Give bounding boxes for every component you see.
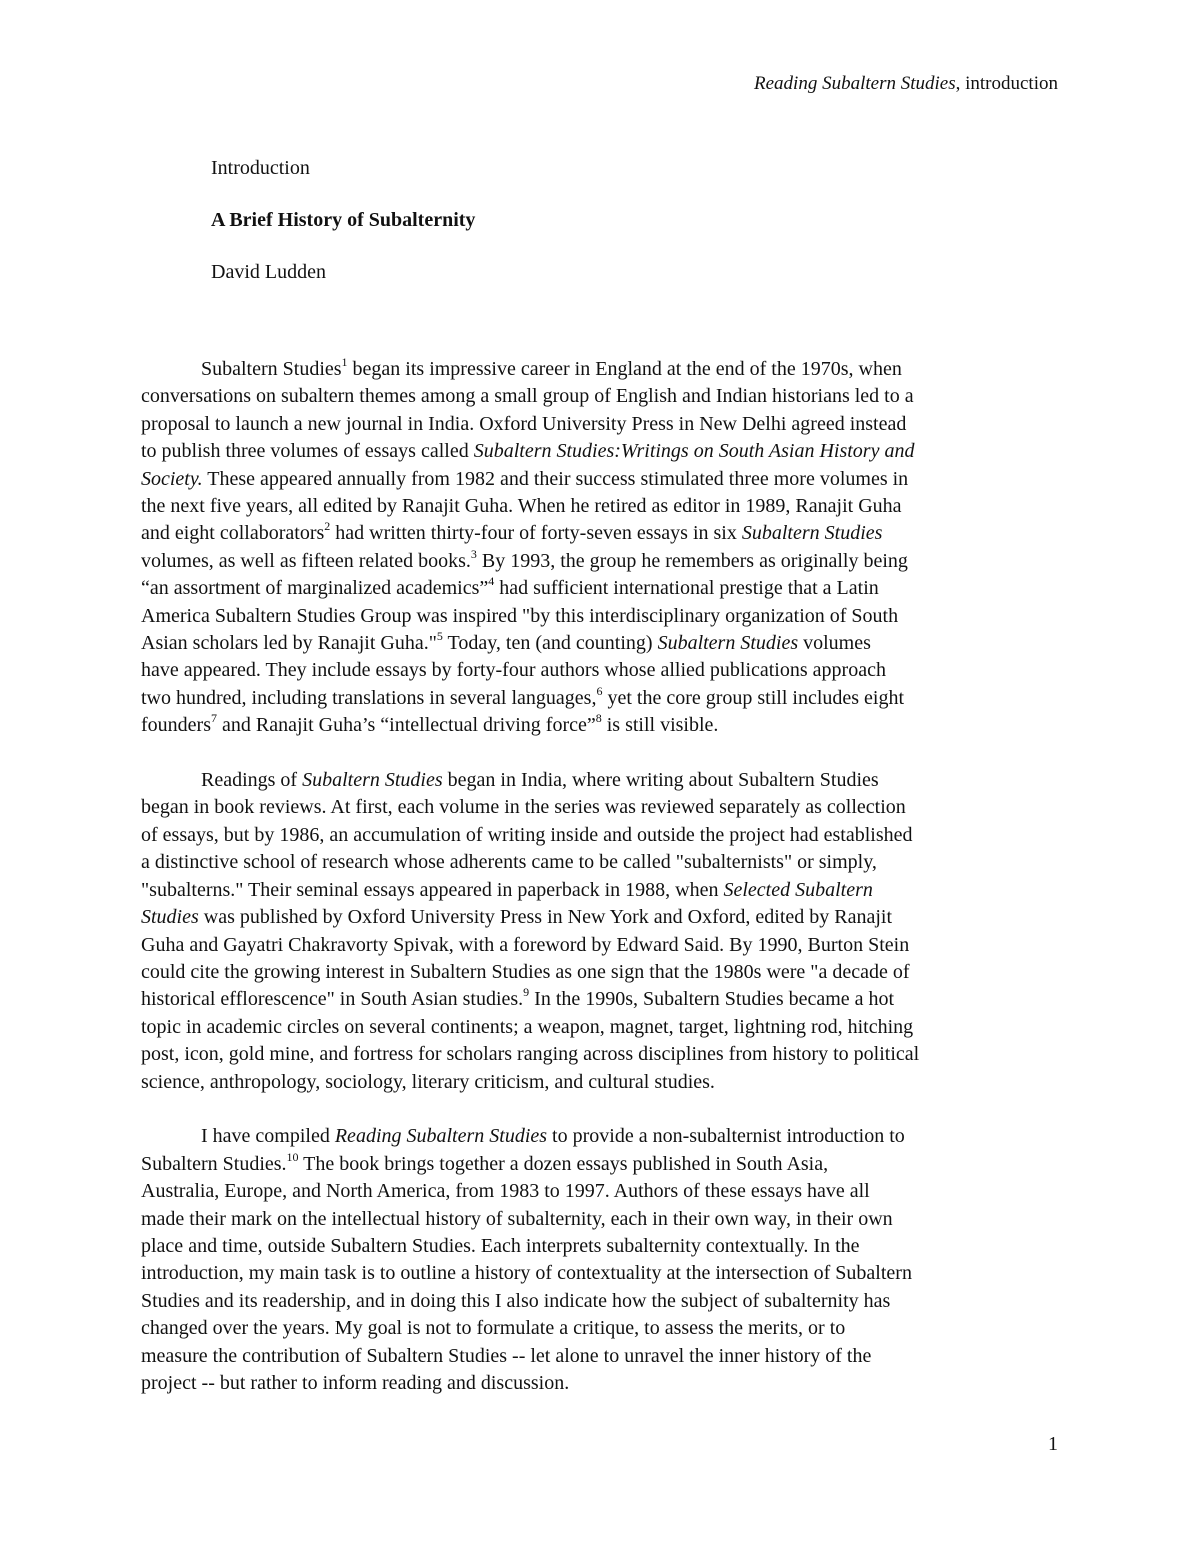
text-run: These appeared annually from 1982 and their success stimulated three more volumes in <box>202 467 909 490</box>
footnote-ref: 4 <box>488 574 495 589</box>
footnote-ref: 7 <box>210 711 217 726</box>
text-line <box>141 657 1059 684</box>
text-run: of essays, but by 1986, an accumulation of writing inside and outside the project had established <box>141 823 913 846</box>
footnote-ref: 10 <box>286 1149 299 1164</box>
text-line <box>141 1260 1059 1287</box>
text-line <box>141 1123 1059 1150</box>
text-run: The book brings together a dozen essays published in South Asia, <box>298 1152 829 1175</box>
text-line <box>141 520 1059 547</box>
paragraph-gap <box>141 740 1059 767</box>
text-line <box>141 794 1059 821</box>
text-run: to provide a non-subalternist introduction to <box>547 1125 905 1148</box>
text-line <box>141 1370 1059 1397</box>
running-head-title: Reading Subaltern Studies <box>754 73 956 94</box>
text-line <box>141 1069 1059 1096</box>
footnote-ref: 8 <box>595 711 602 726</box>
text-run: "subalterns." Their seminal essays appeared in paperback in 1988, when <box>141 878 724 901</box>
text-line <box>141 1206 1059 1233</box>
text-run: project -- but rather to inform reading and discussion. <box>141 1372 570 1394</box>
text-run: historical efflorescence" in South Asian studies. <box>141 988 524 1011</box>
text-line <box>141 986 1059 1013</box>
italic-text: Society. <box>141 467 203 490</box>
footnote-ref: 1 <box>341 355 348 369</box>
text-line <box>141 356 1059 383</box>
text-run: post, icon, gold mine, and fortress for scholars ranging across disciplines from history to political <box>141 1043 920 1066</box>
text-line <box>141 548 1059 575</box>
footnote-ref: 9 <box>523 985 530 1000</box>
italic-text: Subaltern Studies <box>741 522 883 545</box>
italic-text: Reading Subaltern Studies <box>334 1125 548 1148</box>
text-run: “an assortment of marginalized academics” <box>141 577 489 600</box>
text-run: By 1993, the group he remembers as originally being <box>476 549 908 572</box>
text-run: Subaltern Studies. <box>141 1152 287 1175</box>
text-line <box>141 849 1059 876</box>
text-run: Australia, Europe, and North America, from 1983 to 1997. Authors of these essays have all <box>141 1180 870 1203</box>
paragraph-gap <box>141 1096 1059 1123</box>
text-line <box>141 603 1059 630</box>
chapter-title: A Brief History of Subalternity <box>211 209 476 231</box>
text-line <box>141 712 1059 739</box>
text-run: Guha and Gayatri Chakravorty Spivak, with a foreword by Edward Said. By 1990, Burton Stein <box>141 933 910 956</box>
text-run: Readings of <box>141 769 303 792</box>
text-run: Subaltern Studies <box>141 358 342 380</box>
text-run: topic in academic circles on several continents; a weapon, magnet, target, lightning rod, hitching <box>141 1015 914 1038</box>
running-head-suffix: , introduction <box>955 73 1058 94</box>
text-run: is still visible. <box>601 714 719 737</box>
text-line <box>141 575 1059 602</box>
text-line <box>141 411 1059 438</box>
text-run: to publish three volumes of essays called <box>141 440 474 463</box>
text-run: volumes <box>798 632 871 655</box>
page-number: 1 <box>1048 1433 1058 1455</box>
text-line <box>141 904 1059 931</box>
text-line <box>141 1041 1059 1068</box>
text-run: could cite the growing interest in Subaltern Studies as one sign that the 1980s were "a decade of <box>141 960 910 983</box>
text-run: had sufficient international prestige that a Latin <box>494 577 879 600</box>
text-line <box>141 877 1059 904</box>
text-run: have appeared. They include essays by forty-four authors whose allied publications approach <box>141 659 886 682</box>
text-line <box>141 466 1059 493</box>
section-label: Introduction <box>211 157 310 179</box>
text-line <box>141 822 1059 849</box>
text-run: yet the core group still includes eight <box>602 686 905 709</box>
text-line <box>141 685 1059 712</box>
italic-text: Subaltern Studies <box>657 632 799 655</box>
italic-text: Subaltern Studies:Writings on South Asian History and <box>473 440 915 463</box>
text-line <box>141 959 1059 986</box>
text-run: conversations on subaltern themes among a small group of English and Indian historians led to a <box>141 385 914 408</box>
text-run: two hundred, including translations in several languages, <box>141 686 597 709</box>
text-run: science, anthropology, sociology, literary criticism, and cultural studies. <box>141 1070 715 1093</box>
footnote-ref: 5 <box>436 629 443 644</box>
paragraph <box>141 767 1059 1096</box>
text-run: volumes, as well as fifteen related books. <box>141 549 471 572</box>
text-line <box>141 932 1059 959</box>
text-run: and Ranajit Guha’s “intellectual driving force” <box>216 714 596 737</box>
text-line <box>141 1343 1059 1370</box>
footnote-ref: 2 <box>324 519 331 534</box>
text-run: a distinctive school of research whose adherents came to be called "subalternists" or simply, <box>141 851 877 874</box>
italic-text: Studies <box>141 906 199 929</box>
running-head <box>754 72 1058 96</box>
text-line <box>141 1288 1059 1315</box>
text-run: place and time, outside Subaltern Studies. Each interprets subalternity contextually. In the <box>141 1234 860 1257</box>
text-run: Studies and its readership, and in doing this I also indicate how the subject of subalternity has <box>141 1289 891 1312</box>
text-run: Today, ten (and counting) <box>442 632 658 655</box>
text-run: began in India, where writing about Subaltern Studies <box>442 769 879 792</box>
text-line <box>141 630 1059 657</box>
text-run: Asian scholars led by Ranajit Guha." <box>141 632 437 655</box>
text-line <box>141 767 1059 794</box>
text-line <box>141 1178 1059 1205</box>
text-line <box>141 383 1059 410</box>
text-run: had written thirty-four of forty-seven essays in six <box>330 522 742 545</box>
italic-text: Selected Subaltern <box>723 878 873 901</box>
text-run: began its impressive career in England at the end of the 1970s, when <box>347 358 902 380</box>
text-run: proposal to launch a new journal in India. Oxford University Press in New Delhi agreed instead <box>141 412 907 435</box>
text-line <box>141 1233 1059 1260</box>
text-run: introduction, my main task is to outline a history of contextuality at the intersection of Subaltern <box>141 1262 912 1285</box>
text-run: and eight collaborators <box>141 522 325 545</box>
text-run: made their mark on the intellectual history of subalternity, each in their own way, in their own <box>141 1207 893 1230</box>
author-name: David Ludden <box>211 261 326 283</box>
text-line <box>141 1014 1059 1041</box>
footnote-ref: 6 <box>596 683 603 698</box>
text-run: began in book reviews. At first, each volume in the series was reviewed separately as collection <box>141 796 906 819</box>
text-line <box>141 1315 1059 1342</box>
paragraph <box>141 356 1059 740</box>
text-line <box>141 438 1059 465</box>
text-run: I have compiled <box>141 1125 335 1148</box>
text-run: In the 1990s, Subaltern Studies became a hot <box>529 988 895 1011</box>
text-line <box>141 493 1059 520</box>
text-line <box>141 1151 1059 1178</box>
text-run: founders <box>141 714 211 737</box>
text-run: the next five years, all edited by Ranajit Guha. When he retired as editor in 1989, Ranajit Guha <box>141 495 902 518</box>
text-run: measure the contribution of Subaltern Studies -- let alone to unravel the inner history of the <box>141 1344 872 1367</box>
footnote-ref: 3 <box>470 546 477 561</box>
paragraph <box>141 1123 1059 1397</box>
italic-text: Subaltern Studies <box>302 769 443 792</box>
text-run: America Subaltern Studies Group was inspired "by this interdisciplinary organization of South <box>141 604 899 627</box>
text-run: changed over the years. My goal is not to formulate a critique, to assess the merits, or to <box>141 1317 846 1340</box>
body-text <box>141 356 1059 1397</box>
text-run: was published by Oxford University Press in New York and Oxford, edited by Ranajit <box>198 906 893 929</box>
